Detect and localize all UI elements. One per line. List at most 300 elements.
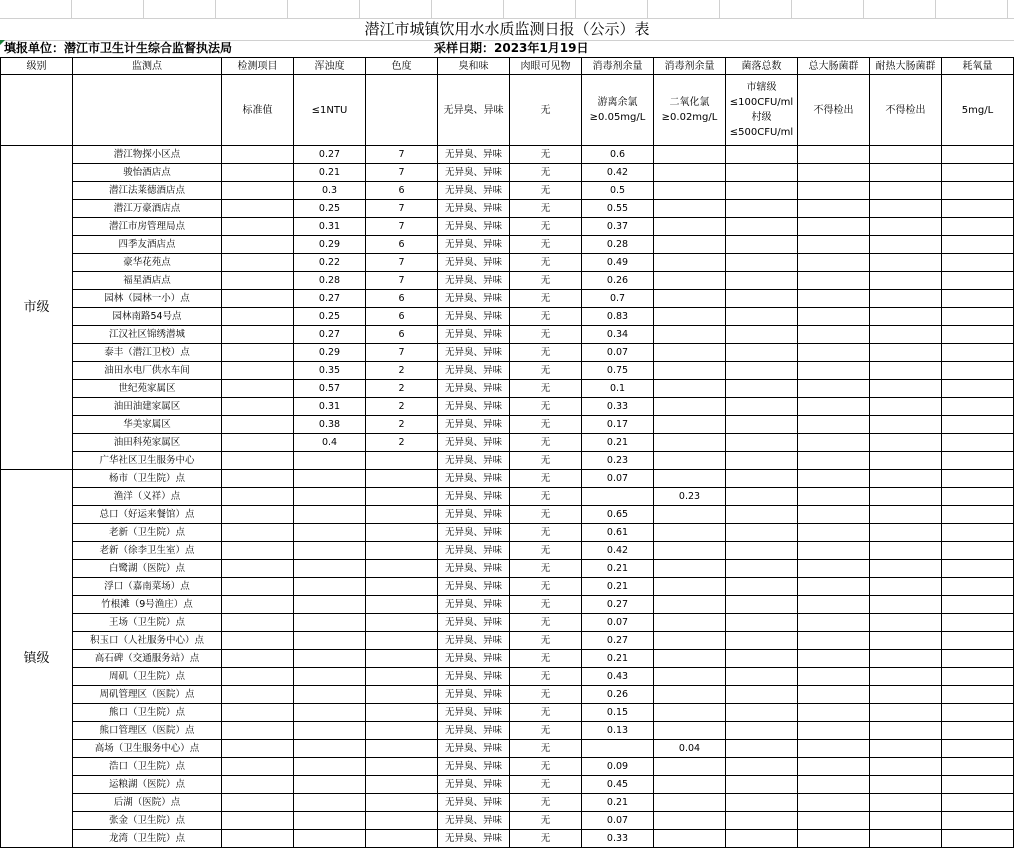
cell-odor[interactable]: 无异臭、异味 xyxy=(438,488,510,506)
cell-item[interactable] xyxy=(222,146,294,164)
cell-chlorine[interactable] xyxy=(582,488,654,506)
header-disinfectant-2[interactable]: 消毒剂余量 xyxy=(654,58,726,75)
cell-item[interactable] xyxy=(222,506,294,524)
cell-visible[interactable]: 无 xyxy=(510,272,582,290)
cell-thermo[interactable] xyxy=(870,776,942,794)
cell-coliform[interactable] xyxy=(798,452,870,470)
cell-coliform[interactable] xyxy=(798,578,870,596)
cell-item[interactable] xyxy=(222,830,294,848)
cell-colony[interactable] xyxy=(726,272,798,290)
cell-cd[interactable] xyxy=(654,614,726,632)
cell-site[interactable]: 潜江物探小区点 xyxy=(73,146,222,164)
cell-visible[interactable]: 无 xyxy=(510,146,582,164)
cell-colony[interactable] xyxy=(726,290,798,308)
cell-color[interactable]: 2 xyxy=(366,362,438,380)
cell-site[interactable]: 四季友酒店点 xyxy=(73,236,222,254)
cell-turbidity[interactable]: 0.35 xyxy=(294,362,366,380)
cell-chlorine[interactable]: 0.17 xyxy=(582,416,654,434)
cell-coliform[interactable] xyxy=(798,542,870,560)
cell-color[interactable] xyxy=(366,542,438,560)
cell-turbidity[interactable] xyxy=(294,830,366,848)
cell-cd[interactable] xyxy=(654,434,726,452)
cell-odor[interactable]: 无异臭、异味 xyxy=(438,182,510,200)
cell-color[interactable]: 7 xyxy=(366,344,438,362)
cell-item[interactable] xyxy=(222,164,294,182)
cell-odor[interactable]: 无异臭、异味 xyxy=(438,524,510,542)
cell-site[interactable]: 潜江法莱德酒店点 xyxy=(73,182,222,200)
cell-coliform[interactable] xyxy=(798,596,870,614)
cell-color[interactable]: 2 xyxy=(366,416,438,434)
cell-item[interactable] xyxy=(222,308,294,326)
cell-thermo[interactable] xyxy=(870,560,942,578)
header-turbidity[interactable]: 浑浊度 xyxy=(294,58,366,75)
cell-color[interactable] xyxy=(366,596,438,614)
cell-cd[interactable] xyxy=(654,416,726,434)
cell-odor[interactable]: 无异臭、异味 xyxy=(438,578,510,596)
cell-cd[interactable] xyxy=(654,632,726,650)
cell-site[interactable]: 江汉社区锦绣潜城 xyxy=(73,326,222,344)
cell-cd[interactable] xyxy=(654,380,726,398)
cell-thermo[interactable] xyxy=(870,146,942,164)
cell-chlorine[interactable]: 0.65 xyxy=(582,506,654,524)
cell-oxygen[interactable] xyxy=(942,830,1014,848)
cell-item[interactable] xyxy=(222,686,294,704)
cell-odor[interactable]: 无异臭、异味 xyxy=(438,344,510,362)
cell-item[interactable] xyxy=(222,236,294,254)
cell-color[interactable] xyxy=(366,452,438,470)
cell-cd[interactable] xyxy=(654,686,726,704)
cell-site[interactable]: 世纪苑家属区 xyxy=(73,380,222,398)
cell-chlorine[interactable]: 0.07 xyxy=(582,812,654,830)
cell-coliform[interactable] xyxy=(798,470,870,488)
cell-colony[interactable] xyxy=(726,344,798,362)
header-colony[interactable]: 菌落总数 xyxy=(726,58,798,75)
cell-odor[interactable]: 无异臭、异味 xyxy=(438,542,510,560)
cell-color[interactable] xyxy=(366,722,438,740)
cell-cd[interactable] xyxy=(654,326,726,344)
cell-cd[interactable] xyxy=(654,290,726,308)
cell-color[interactable]: 7 xyxy=(366,164,438,182)
standard-level-cell[interactable] xyxy=(1,75,73,146)
cell-site[interactable]: 后湖（医院）点 xyxy=(73,794,222,812)
cell-site[interactable]: 高场（卫生服务中心）点 xyxy=(73,740,222,758)
standard-visible[interactable]: 无 xyxy=(510,75,582,146)
cell-colony[interactable] xyxy=(726,542,798,560)
cell-color[interactable] xyxy=(366,686,438,704)
cell-coliform[interactable] xyxy=(798,830,870,848)
cell-oxygen[interactable] xyxy=(942,740,1014,758)
cell-thermo[interactable] xyxy=(870,578,942,596)
cell-chlorine[interactable]: 0.23 xyxy=(582,452,654,470)
cell-cd[interactable] xyxy=(654,506,726,524)
cell-item[interactable] xyxy=(222,380,294,398)
cell-chlorine[interactable]: 0.07 xyxy=(582,614,654,632)
cell-cd[interactable] xyxy=(654,794,726,812)
cell-coliform[interactable] xyxy=(798,434,870,452)
cell-odor[interactable]: 无异臭、异味 xyxy=(438,290,510,308)
cell-site[interactable]: 潜江万豪酒店点 xyxy=(73,200,222,218)
cell-visible[interactable]: 无 xyxy=(510,686,582,704)
cell-coliform[interactable] xyxy=(798,290,870,308)
cell-site[interactable]: 积玉口（人社服务中心）点 xyxy=(73,632,222,650)
cell-visible[interactable]: 无 xyxy=(510,758,582,776)
header-visible[interactable]: 肉眼可见物 xyxy=(510,58,582,75)
cell-color[interactable]: 2 xyxy=(366,434,438,452)
cell-thermo[interactable] xyxy=(870,200,942,218)
cell-site[interactable]: 豪华花苑点 xyxy=(73,254,222,272)
cell-site[interactable]: 油田科苑家属区 xyxy=(73,434,222,452)
cell-turbidity[interactable] xyxy=(294,722,366,740)
cell-visible[interactable]: 无 xyxy=(510,776,582,794)
cell-oxygen[interactable] xyxy=(942,524,1014,542)
cell-coliform[interactable] xyxy=(798,812,870,830)
cell-thermo[interactable] xyxy=(870,326,942,344)
cell-chlorine[interactable]: 0.83 xyxy=(582,308,654,326)
standard-chlorine[interactable]: 游离余氯≥0.05mg/L xyxy=(582,75,654,146)
cell-cd[interactable] xyxy=(654,776,726,794)
cell-visible[interactable]: 无 xyxy=(510,812,582,830)
cell-visible[interactable]: 无 xyxy=(510,254,582,272)
header-oxygen[interactable]: 耗氧量 xyxy=(942,58,1014,75)
cell-colony[interactable] xyxy=(726,254,798,272)
cell-item[interactable] xyxy=(222,776,294,794)
cell-turbidity[interactable]: 0.38 xyxy=(294,416,366,434)
cell-odor[interactable]: 无异臭、异味 xyxy=(438,434,510,452)
cell-oxygen[interactable] xyxy=(942,218,1014,236)
cell-turbidity[interactable]: 0.28 xyxy=(294,272,366,290)
cell-site[interactable]: 龙湾（卫生院）点 xyxy=(73,830,222,848)
cell-turbidity[interactable] xyxy=(294,776,366,794)
cell-chlorine[interactable]: 0.42 xyxy=(582,542,654,560)
cell-visible[interactable]: 无 xyxy=(510,650,582,668)
header-odor[interactable]: 臭和味 xyxy=(438,58,510,75)
cell-colony[interactable] xyxy=(726,236,798,254)
town-level-label[interactable]: 镇级 xyxy=(1,470,73,848)
cell-oxygen[interactable] xyxy=(942,416,1014,434)
cell-odor[interactable]: 无异臭、异味 xyxy=(438,146,510,164)
cell-color[interactable] xyxy=(366,614,438,632)
cell-colony[interactable] xyxy=(726,668,798,686)
cell-cd[interactable] xyxy=(654,704,726,722)
cell-color[interactable] xyxy=(366,794,438,812)
cell-colony[interactable] xyxy=(726,614,798,632)
cell-thermo[interactable] xyxy=(870,614,942,632)
cell-odor[interactable]: 无异臭、异味 xyxy=(438,560,510,578)
cell-oxygen[interactable] xyxy=(942,704,1014,722)
cell-chlorine[interactable]: 0.21 xyxy=(582,578,654,596)
header-color[interactable]: 色度 xyxy=(366,58,438,75)
cell-colony[interactable] xyxy=(726,416,798,434)
cell-thermo[interactable] xyxy=(870,740,942,758)
cell-site[interactable]: 熊口（卫生院）点 xyxy=(73,704,222,722)
cell-oxygen[interactable] xyxy=(942,758,1014,776)
cell-oxygen[interactable] xyxy=(942,146,1014,164)
cell-odor[interactable]: 无异臭、异味 xyxy=(438,272,510,290)
cell-chlorine[interactable]: 0.21 xyxy=(582,794,654,812)
cell-item[interactable] xyxy=(222,326,294,344)
cell-colony[interactable] xyxy=(726,146,798,164)
cell-item[interactable] xyxy=(222,398,294,416)
cell-oxygen[interactable] xyxy=(942,722,1014,740)
cell-oxygen[interactable] xyxy=(942,344,1014,362)
cell-cd[interactable]: 0.23 xyxy=(654,488,726,506)
cell-site[interactable]: 园林南路54号点 xyxy=(73,308,222,326)
cell-oxygen[interactable] xyxy=(942,578,1014,596)
cell-coliform[interactable] xyxy=(798,776,870,794)
cell-turbidity[interactable]: 0.25 xyxy=(294,308,366,326)
cell-turbidity[interactable] xyxy=(294,578,366,596)
cell-colony[interactable] xyxy=(726,650,798,668)
cell-site[interactable]: 高石碑（交通服务站）点 xyxy=(73,650,222,668)
cell-visible[interactable]: 无 xyxy=(510,722,582,740)
cell-coliform[interactable] xyxy=(798,218,870,236)
cell-site[interactable]: 老新（卫生院）点 xyxy=(73,524,222,542)
cell-turbidity[interactable] xyxy=(294,794,366,812)
cell-chlorine[interactable]: 0.6 xyxy=(582,146,654,164)
cell-colony[interactable] xyxy=(726,596,798,614)
header-site[interactable]: 监测点 xyxy=(73,58,222,75)
cell-oxygen[interactable] xyxy=(942,200,1014,218)
cell-cd[interactable] xyxy=(654,344,726,362)
cell-coliform[interactable] xyxy=(798,560,870,578)
cell-color[interactable]: 7 xyxy=(366,218,438,236)
cell-colony[interactable] xyxy=(726,560,798,578)
cell-coliform[interactable] xyxy=(798,758,870,776)
cell-visible[interactable]: 无 xyxy=(510,488,582,506)
cell-thermo[interactable] xyxy=(870,758,942,776)
standard-oxygen[interactable]: 5mg/L xyxy=(942,75,1014,146)
cell-odor[interactable]: 无异臭、异味 xyxy=(438,830,510,848)
cell-site[interactable]: 杨市（卫生院）点 xyxy=(73,470,222,488)
cell-item[interactable] xyxy=(222,668,294,686)
cell-visible[interactable]: 无 xyxy=(510,218,582,236)
standard-turbidity[interactable]: ≤1NTU xyxy=(294,75,366,146)
cell-visible[interactable]: 无 xyxy=(510,596,582,614)
cell-cd[interactable] xyxy=(654,470,726,488)
cell-turbidity[interactable]: 0.4 xyxy=(294,434,366,452)
cell-color[interactable] xyxy=(366,830,438,848)
cell-thermo[interactable] xyxy=(870,164,942,182)
cell-chlorine[interactable]: 0.42 xyxy=(582,164,654,182)
cell-visible[interactable]: 无 xyxy=(510,632,582,650)
cell-coliform[interactable] xyxy=(798,398,870,416)
cell-item[interactable] xyxy=(222,344,294,362)
cell-turbidity[interactable] xyxy=(294,704,366,722)
cell-oxygen[interactable] xyxy=(942,650,1014,668)
cell-colony[interactable] xyxy=(726,362,798,380)
cell-item[interactable] xyxy=(222,272,294,290)
cell-oxygen[interactable] xyxy=(942,254,1014,272)
cell-cd[interactable] xyxy=(654,830,726,848)
cell-visible[interactable]: 无 xyxy=(510,434,582,452)
cell-oxygen[interactable] xyxy=(942,506,1014,524)
cell-thermo[interactable] xyxy=(870,506,942,524)
cell-chlorine[interactable]: 0.28 xyxy=(582,236,654,254)
cell-thermo[interactable] xyxy=(870,650,942,668)
cell-cd[interactable] xyxy=(654,218,726,236)
cell-thermo[interactable] xyxy=(870,398,942,416)
cell-turbidity[interactable] xyxy=(294,488,366,506)
cell-item[interactable] xyxy=(222,560,294,578)
cell-visible[interactable]: 无 xyxy=(510,794,582,812)
cell-site[interactable]: 园林（园林一小）点 xyxy=(73,290,222,308)
standard-colony[interactable]: 市辖级≤100CFU/ml 村级≤500CFU/ml xyxy=(726,75,798,146)
cell-thermo[interactable] xyxy=(870,272,942,290)
cell-coliform[interactable] xyxy=(798,164,870,182)
cell-visible[interactable]: 无 xyxy=(510,830,582,848)
cell-color[interactable] xyxy=(366,524,438,542)
cell-coliform[interactable] xyxy=(798,416,870,434)
cell-visible[interactable]: 无 xyxy=(510,506,582,524)
cell-site[interactable]: 华美家属区 xyxy=(73,416,222,434)
cell-odor[interactable]: 无异臭、异味 xyxy=(438,794,510,812)
cell-colony[interactable] xyxy=(726,182,798,200)
cell-odor[interactable]: 无异臭、异味 xyxy=(438,740,510,758)
cell-color[interactable]: 6 xyxy=(366,290,438,308)
cell-thermo[interactable] xyxy=(870,254,942,272)
cell-chlorine[interactable]: 0.7 xyxy=(582,290,654,308)
cell-item[interactable] xyxy=(222,542,294,560)
cell-site[interactable]: 福星酒店点 xyxy=(73,272,222,290)
cell-colony[interactable] xyxy=(726,326,798,344)
cell-site[interactable]: 运粮湖（医院）点 xyxy=(73,776,222,794)
cell-visible[interactable]: 无 xyxy=(510,362,582,380)
cell-cd[interactable] xyxy=(654,272,726,290)
standard-odor[interactable]: 无异臭、异味 xyxy=(438,75,510,146)
cell-colony[interactable] xyxy=(726,794,798,812)
cell-chlorine[interactable]: 0.43 xyxy=(582,668,654,686)
cell-odor[interactable]: 无异臭、异味 xyxy=(438,776,510,794)
cell-cd[interactable] xyxy=(654,578,726,596)
cell-oxygen[interactable] xyxy=(942,290,1014,308)
cell-color[interactable] xyxy=(366,650,438,668)
cell-thermo[interactable] xyxy=(870,380,942,398)
cell-cd[interactable] xyxy=(654,596,726,614)
cell-thermo[interactable] xyxy=(870,542,942,560)
cell-thermo[interactable] xyxy=(870,830,942,848)
cell-thermo[interactable] xyxy=(870,596,942,614)
cell-colony[interactable] xyxy=(726,686,798,704)
cell-oxygen[interactable] xyxy=(942,326,1014,344)
cell-colony[interactable] xyxy=(726,308,798,326)
cell-odor[interactable]: 无异臭、异味 xyxy=(438,416,510,434)
cell-site[interactable]: 周矶（卫生院）点 xyxy=(73,668,222,686)
cell-odor[interactable]: 无异臭、异味 xyxy=(438,398,510,416)
cell-turbidity[interactable]: 0.31 xyxy=(294,218,366,236)
standard-label[interactable]: 标准值 xyxy=(222,75,294,146)
cell-odor[interactable]: 无异臭、异味 xyxy=(438,326,510,344)
cell-oxygen[interactable] xyxy=(942,470,1014,488)
cell-turbidity[interactable]: 0.27 xyxy=(294,290,366,308)
cell-oxygen[interactable] xyxy=(942,560,1014,578)
cell-site[interactable]: 浩口（卫生院）点 xyxy=(73,758,222,776)
cell-turbidity[interactable]: 0.27 xyxy=(294,146,366,164)
cell-chlorine[interactable] xyxy=(582,740,654,758)
cell-color[interactable]: 6 xyxy=(366,236,438,254)
cell-cd[interactable] xyxy=(654,650,726,668)
cell-coliform[interactable] xyxy=(798,524,870,542)
cell-site[interactable]: 周矶管理区（医院）点 xyxy=(73,686,222,704)
cell-visible[interactable]: 无 xyxy=(510,578,582,596)
cell-thermo[interactable] xyxy=(870,236,942,254)
cell-item[interactable] xyxy=(222,200,294,218)
cell-color[interactable] xyxy=(366,704,438,722)
cell-cd[interactable] xyxy=(654,164,726,182)
cell-thermo[interactable] xyxy=(870,704,942,722)
cell-coliform[interactable] xyxy=(798,362,870,380)
cell-coliform[interactable] xyxy=(798,794,870,812)
cell-chlorine[interactable]: 0.21 xyxy=(582,434,654,452)
cell-odor[interactable]: 无异臭、异味 xyxy=(438,632,510,650)
cell-turbidity[interactable] xyxy=(294,758,366,776)
cell-visible[interactable]: 无 xyxy=(510,164,582,182)
cell-visible[interactable]: 无 xyxy=(510,416,582,434)
cell-odor[interactable]: 无异臭、异味 xyxy=(438,236,510,254)
cell-cd[interactable]: 0.04 xyxy=(654,740,726,758)
cell-coliform[interactable] xyxy=(798,380,870,398)
cell-odor[interactable]: 无异臭、异味 xyxy=(438,704,510,722)
cell-item[interactable] xyxy=(222,254,294,272)
cell-cd[interactable] xyxy=(654,524,726,542)
cell-color[interactable] xyxy=(366,740,438,758)
cell-oxygen[interactable] xyxy=(942,668,1014,686)
cell-colony[interactable] xyxy=(726,380,798,398)
cell-thermo[interactable] xyxy=(870,416,942,434)
cell-item[interactable] xyxy=(222,812,294,830)
cell-cd[interactable] xyxy=(654,236,726,254)
cell-coliform[interactable] xyxy=(798,740,870,758)
cell-oxygen[interactable] xyxy=(942,398,1014,416)
cell-oxygen[interactable] xyxy=(942,542,1014,560)
header-item[interactable]: 检测项目 xyxy=(222,58,294,75)
cell-thermo[interactable] xyxy=(870,308,942,326)
cell-item[interactable] xyxy=(222,218,294,236)
cell-visible[interactable]: 无 xyxy=(510,542,582,560)
cell-coliform[interactable] xyxy=(798,650,870,668)
cell-odor[interactable]: 无异臭、异味 xyxy=(438,650,510,668)
cell-coliform[interactable] xyxy=(798,146,870,164)
standard-thermo-coliform[interactable]: 不得检出 xyxy=(870,75,942,146)
cell-odor[interactable]: 无异臭、异味 xyxy=(438,614,510,632)
cell-item[interactable] xyxy=(222,794,294,812)
cell-turbidity[interactable] xyxy=(294,560,366,578)
cell-oxygen[interactable] xyxy=(942,596,1014,614)
cell-coliform[interactable] xyxy=(798,614,870,632)
cell-odor[interactable]: 无异臭、异味 xyxy=(438,812,510,830)
cell-color[interactable] xyxy=(366,506,438,524)
cell-colony[interactable] xyxy=(726,506,798,524)
cell-item[interactable] xyxy=(222,614,294,632)
cell-visible[interactable]: 无 xyxy=(510,182,582,200)
cell-turbidity[interactable] xyxy=(294,614,366,632)
cell-thermo[interactable] xyxy=(870,686,942,704)
cell-chlorine[interactable]: 0.07 xyxy=(582,344,654,362)
cell-visible[interactable]: 无 xyxy=(510,524,582,542)
cell-chlorine[interactable]: 0.34 xyxy=(582,326,654,344)
cell-chlorine[interactable]: 0.26 xyxy=(582,272,654,290)
cell-color[interactable] xyxy=(366,668,438,686)
cell-colony[interactable] xyxy=(726,578,798,596)
cell-site[interactable]: 竹根滩（9号渔庄）点 xyxy=(73,596,222,614)
cell-coliform[interactable] xyxy=(798,236,870,254)
cell-cd[interactable] xyxy=(654,722,726,740)
cell-coliform[interactable] xyxy=(798,308,870,326)
cell-chlorine[interactable]: 0.21 xyxy=(582,650,654,668)
cell-odor[interactable]: 无异臭、异味 xyxy=(438,254,510,272)
cell-coliform[interactable] xyxy=(798,488,870,506)
cell-coliform[interactable] xyxy=(798,254,870,272)
cell-odor[interactable]: 无异臭、异味 xyxy=(438,470,510,488)
